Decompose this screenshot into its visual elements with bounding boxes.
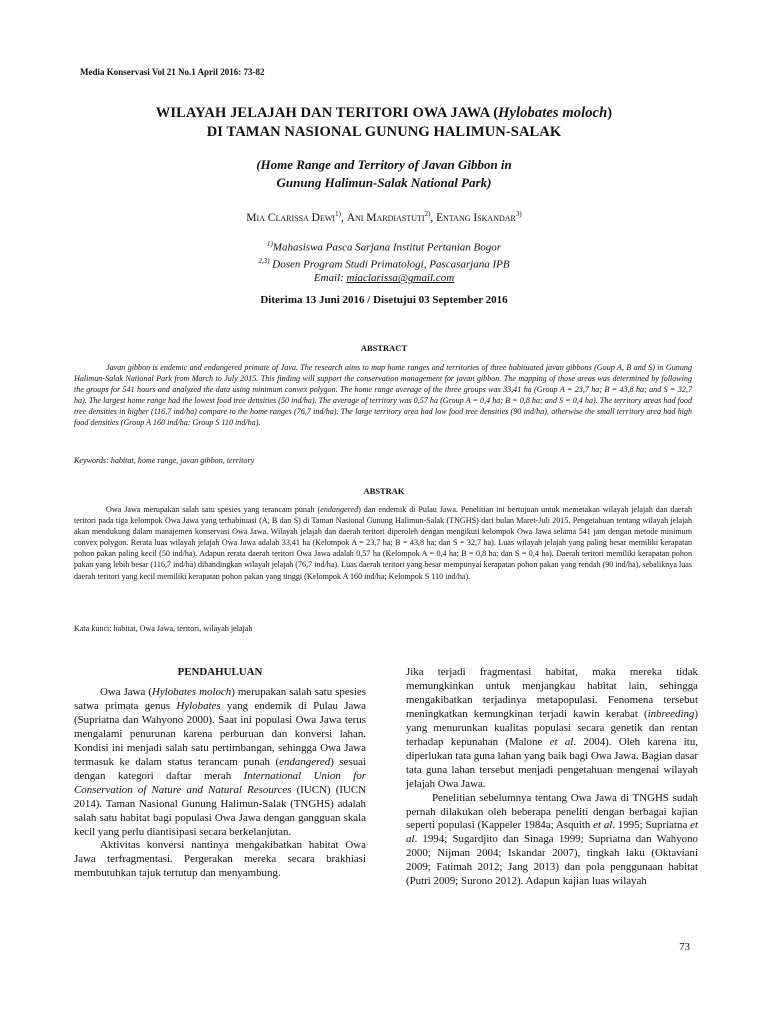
author-separator: , bbox=[430, 211, 437, 224]
email-label: Email: bbox=[313, 272, 347, 285]
title-species: Hylobates moloch bbox=[498, 105, 608, 121]
body-text: . 1995; Supriatna bbox=[612, 819, 691, 832]
body-column-right bbox=[406, 666, 698, 889]
title-line1-suffix: ) bbox=[607, 105, 613, 121]
author-name: Mia Clarissa Dewi bbox=[246, 211, 336, 224]
subtitle-line1: (Home Range and Territory of Javan Gibbon in bbox=[256, 157, 512, 172]
keywords-indonesian: Kata kunci: habitat, Owa Jawa, teritori, wilayah jelajah bbox=[74, 624, 253, 633]
abstract-heading: ABSTRACT bbox=[360, 343, 408, 353]
affiliation-1: Mahasiswa Pasca Sarjana Institut Pertanian Bogor bbox=[272, 241, 502, 254]
affiliation-mark: 2,3) bbox=[258, 257, 270, 266]
body-text-italic: Hylobates moloch bbox=[151, 686, 232, 698]
affiliations bbox=[80, 238, 688, 286]
keywords-english: Keywords: habitat, home range, javan gibbon, territory bbox=[74, 456, 255, 465]
abstrak-text-italic: endangered bbox=[320, 505, 359, 514]
abstract-indonesian bbox=[74, 504, 692, 582]
affiliation-mark: 1) bbox=[266, 240, 273, 248]
body-text: . 1994; Sugardjito dan Sinaga 1999; Supriatna dan Wahyono 2000; Nijman 2004; Iskandar 2007), tingkah laku (Oktaviani 2009; Fatimah 2012; Jang 2013) dan pola penggunaan habitat (Putri 2009; Surono 2012). Adapun kajian luas wilayah bbox=[406, 833, 698, 888]
body-text: Owa Jawa ( bbox=[100, 686, 152, 698]
body-paragraph bbox=[406, 792, 698, 890]
author-mark: 2) bbox=[424, 210, 431, 218]
author-list bbox=[80, 207, 688, 225]
page-number: 73 bbox=[679, 941, 690, 953]
abstrak-heading: ABSTRAK bbox=[363, 486, 405, 496]
section-heading-pendahuluan: PENDAHULUAN bbox=[177, 666, 263, 678]
body-text-italic: endangered bbox=[279, 755, 331, 768]
author-name: Ani Mardiastuti bbox=[346, 211, 425, 224]
affiliation-2: Dosen Program Studi Primatologi, Pascasarjana IPB bbox=[269, 258, 510, 271]
author-mark: 3) bbox=[515, 210, 522, 218]
body-text: yang endemik di Pulau Jawa (Supriatna dan Wahyono 2000). Saat ini populasi Owa Jawa terus mengalami penurunan karena perburuan dan konversi lahan. Kondisi ini menjadi salah satu pertimbangan, sehingga Owa Jawa termasuk ke dalam status terancam punah ( bbox=[74, 699, 366, 768]
body-text: ) yang menurunkan kualitas populasi secara genetik dan rentan terhadap kepunahan (Malone bbox=[406, 707, 698, 748]
subtitle-line2: Gunung Halimun-Salak National Park) bbox=[276, 175, 492, 190]
body-paragraph bbox=[406, 666, 698, 792]
body-text: . 2004). Oleh karena itu, diperlukan tata guna lahan yang baik bagi Owa Jawa. Bagian dasar tata guna lahan tersebut menjadi pengetahuan mengenai wilayah jelajah Owa Jawa. bbox=[406, 735, 698, 790]
body-text: ) sesuai dengan kategori daftar merah bbox=[74, 755, 366, 782]
body-paragraph bbox=[74, 686, 366, 839]
article-title bbox=[80, 104, 688, 142]
article-subtitle bbox=[80, 156, 688, 192]
body-text-italic: et al bbox=[406, 819, 698, 846]
body-text: ) merupakan salah satu spesies satwa primata genus bbox=[74, 686, 366, 712]
body-text: Penelitian sebelumnya tentang Owa Jawa di TNGHS sudah pernah dilakukan oleh beberapa peneliti dengan berbagai kajian seperti populasi (Kappeler 1984a; Asquith bbox=[406, 791, 698, 832]
body-text-italic: et al bbox=[593, 819, 613, 832]
journal-citation: Media Konservasi Vol 21 No.1 April 2016: 73-82 bbox=[80, 67, 265, 77]
author-name: Entang Iskandar bbox=[436, 211, 516, 224]
author-separator: , bbox=[340, 211, 347, 224]
body-text-italic: Hylobates bbox=[176, 699, 221, 712]
body-paragraph: Aktivitas konversi nantinya mengakibatkan habitat Owa Jawa terfragmentasi. Pergerakan mereka secara brakhiasi membutuhkan tajuk tertutup dan menyambung. bbox=[74, 839, 366, 880]
title-line2: DI TAMAN NASIONAL GUNUNG HALIMUN-SALAK bbox=[206, 124, 562, 140]
body-text: Jika terjadi fragmentasi habitat, maka mereka tidak memungkinkan untuk menjangkau habitat lain, sehingga mengakibatkan terjadinya metapopulasi. Fenomena tersebut meningkatkan kemungkinan terjadi kawin kerabat ( bbox=[406, 666, 698, 720]
body-text-italic: inbreeding bbox=[647, 707, 695, 720]
abstrak-text: ) dan endemik di Pulau Jawa. Penelitian ini bertujuan untuk memetakan wilayah jelajah dan daerah teritori pada tiga kelompok Owa Jawa yang terhabituasi (A, B dan S) di Taman Nasional Gunung Halimun-Salak (TNGHS) dari bulan Maret-Juli 2015. Pengetahuan tentang wilayah jelajah akan mendukung dalam manajemen konservasi Owa Jawa. Wilayah jelajah dan daerah teritori diperoleh dengan mengikuti kelompok Owa Jawa selama 541 jam dengan metode minimum convex polygon. Rerata luas wilayah jelajah Owa Jawa adalah 33,41 ha (Kelompok A = 23,7 ha; B = 43,8 ha; dan S = 32,7 ha). Luas wilayah jelajah yang paling besar memiliki kerapatan pohon pakan paling kecil (50 ind/ha). Adapun rerata daerah teritori Owa Jawa adalah 0,57 ha (Kelompok A = 0,4 ha; B = 0,8 ha; dan S = 0,4 ha). Daerah teritori memiliki kerapatan pohon pakan yang lebih besar (116,7 ind/ha) dibandingkan wilayah jelajah (76,7 ind/ha). Luas daerah teritori yang besar mempunyai kerapatan pohon pakan yang rendah (90 ind/ha), sebaliknya luas daerah teritori yang kecil memiliki kerapatan pohon pakan yang tinggi (Kelompok A 160 ind/ha; Kelompok S 110 ind/ha). bbox=[74, 505, 692, 581]
abstrak-text: Owa Jawa merupakan salah satu spesies yang terancam punah ( bbox=[106, 505, 321, 514]
email-link[interactable]: miaclarissa@gmail.com bbox=[346, 272, 455, 285]
body-column-left bbox=[74, 686, 366, 881]
abstract-english: Javan gibbon is endemic and endangered primate of Java. The research aims to map home ranges and territories of three habituated javan gibbons (Goup A, B and S) in Gunung Halimun-Salak National Park from March to July 2015. This finding will support the conservation management for javan gibbon. The mapping of those areas was determined by following the groups for 541 hours and analyzed the data using minimum convex polygon. The home range average of the three groups was 33,41 ha (Group A = 23,7 ha; B = 43,8 ha; and S = 32,7 ha). The largest home range had the lowest food tree densities (50 ind/ha). The average of territory was 0,57 ha (Group A = 0,4 ha; B = 0,8 ha; and S = 0,4 ha). The territory areas had food tree densities in higher (116,7 ind/ha) compare to the home ranges (76,7 ind/ha). The large territory area had low food tree densities (90 ind/ha), otherwise the small territory area had high food densities (Group A 160 ind/ha: Group S 110 ind/ha). bbox=[74, 363, 692, 428]
body-text: (IUCN) (IUCN 2014). Taman Nasional Gunung Halimun-Salak (TNGHS) adalah salah satu habitat bagi populasi Owa Jawa dengan gangguan skala kecil yang perlu diantisipasi secara berkelanjutan. bbox=[74, 783, 366, 838]
author-mark: 1) bbox=[335, 210, 341, 218]
title-line1-prefix: WILAYAH JELAJAH DAN TERITORI OWA JAWA ( bbox=[155, 105, 499, 121]
body-text-italic: International Union for Conservation of Nature and Natural Resources bbox=[74, 769, 367, 796]
received-accepted-dates: Diterima 13 Juni 2016 / Disetujui 03 September 2016 bbox=[260, 294, 508, 306]
body-text-italic: et al bbox=[549, 735, 574, 748]
